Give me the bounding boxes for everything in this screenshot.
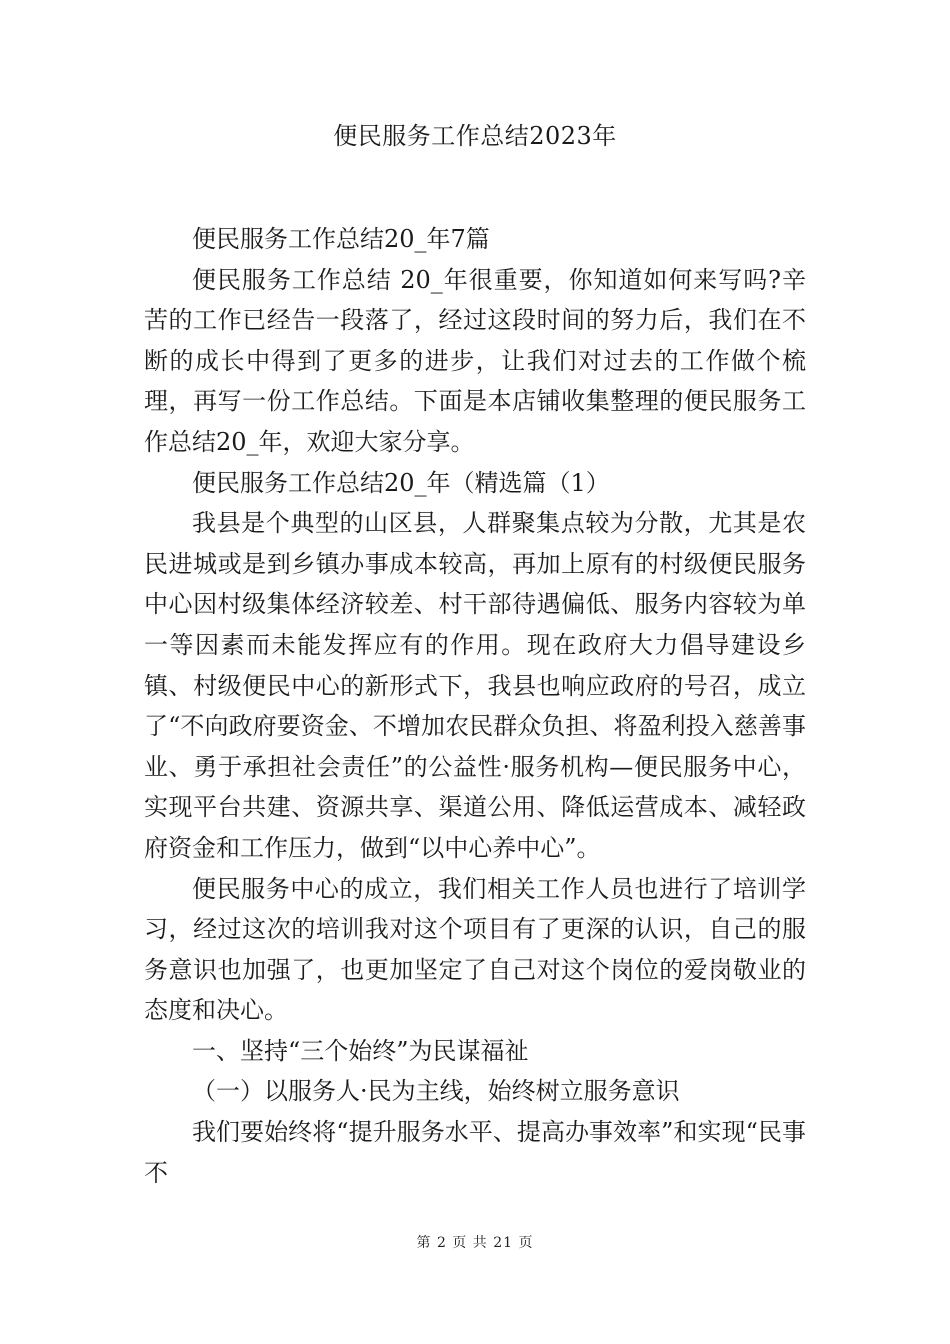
paragraph-subtitle: 便民服务工作总结20_年7篇 bbox=[192, 225, 490, 253]
paragraph-intro: 便民服务工作总结 20_年很重要，你知道如何来写吗?辛苦的工作已经告一段落了，经过这段时间的努力后，我们在不断的成长中得到了更多的进步，让我们对过去的工作做个梳理，再写一份工作总结。下面是本店铺收集整理的便民服务工作总结20_年，欢迎大家分享。 bbox=[144, 265, 806, 456]
paragraph-county-background: 我县是个典型的山区县，人群聚集点较为分散，尤其是农民进城或是到乡镇办事成本较高，再加上原有的村级便民服务中心因村级集体经济较差、村干部待遇偏低、服务内容较为单一等因素而未能发挥应有的作用。现在政府大力倡导建设乡镇、村级便民中心的新形式下，我县也响应政府的号召，成立了“不向政府要资金、不增加农民群众负担、将盈利投入慈善事业、勇于承担社会责任”的公益性·服务机构—便民服务中心，实现平台共建、资源共享、渠道公用、降低运营成本、减轻政府资金和工作压力，做到“以中心养中心”。 bbox=[144, 509, 806, 862]
paragraph-section-heading: 便民服务工作总结20_年（精选篇（1） bbox=[192, 468, 610, 497]
heading-three-always: 一、坚持“三个始终”为民谋福祉 bbox=[192, 1036, 529, 1065]
heading-service-awareness: （一）以服务人·民为主线，始终树立服务意识 bbox=[192, 1077, 680, 1106]
paragraph-training: 便民服务中心的成立，我们相关工作人员也进行了培训学习，经过这次的培训我对这个项目有了更深的认识，自己的服务意识也加强了，也更加坚定了自己对这个岗位的爱岗敬业的态度和决心。 bbox=[144, 874, 806, 1025]
document-body bbox=[144, 219, 806, 1193]
document-title: 便民服务工作总结2023年 bbox=[333, 122, 617, 150]
paragraph-service-goal: 我们要始终将“提升服务水平、提高办事效率”和实现“民事不 bbox=[144, 1118, 806, 1187]
page-number-footer: 第 2 页 共 21 页 bbox=[416, 1235, 534, 1251]
